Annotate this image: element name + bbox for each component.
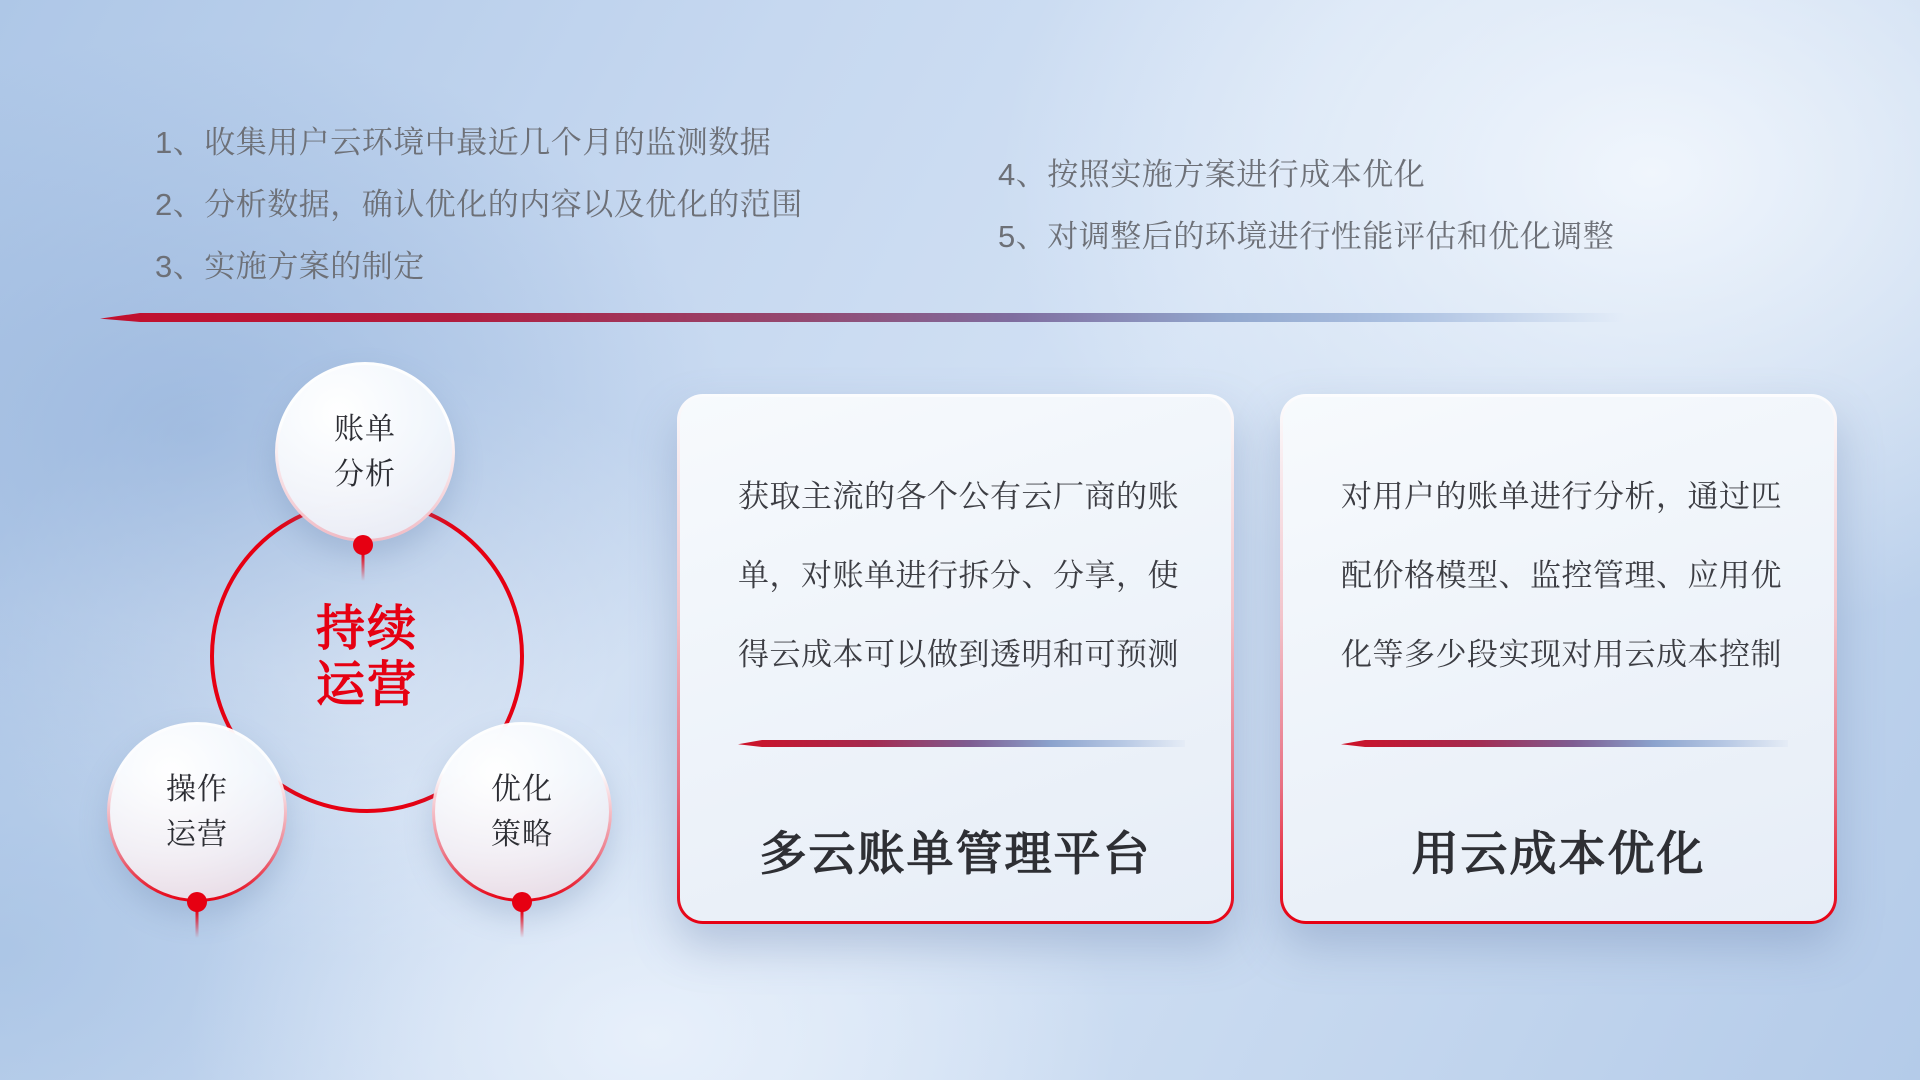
process-step-5: 5、对调整后的环境进行性能评估和优化调整 — [998, 219, 1615, 254]
cycle-node-label-line: 优化 — [491, 773, 553, 806]
card-surface — [1283, 397, 1834, 921]
cycle-center-label — [267, 601, 467, 713]
card-body-line: 获取主流的各个公有云厂商的账 — [738, 479, 1179, 514]
card-body-line: 配价格模型、监控管理、应用优 — [1341, 558, 1782, 593]
cycle-node-circle — [110, 725, 284, 899]
cycle-node-bill-analysis — [275, 362, 455, 542]
connector-dot — [512, 892, 532, 912]
cycle-node-strategy — [432, 722, 612, 902]
card-title: 多云账单管理平台 — [759, 827, 1152, 880]
card-body-line: 对用户的账单进行分析，通过匹 — [1341, 479, 1782, 514]
cycle-node-label — [166, 767, 228, 857]
cycle-node-label-line: 账单 — [334, 413, 396, 446]
cycle-node-label — [491, 767, 553, 857]
card-cloud-cost-optimization — [1280, 394, 1837, 924]
process-step-3: 3、实施方案的制定 — [155, 249, 425, 284]
card-body-line: 单，对账单进行拆分、分享，使 — [738, 558, 1179, 593]
card-multicloud-billing — [677, 394, 1234, 924]
card-divider — [738, 740, 1185, 747]
cycle-node-label — [334, 407, 396, 497]
cycle-node-label-line: 运营 — [166, 818, 228, 851]
card-title: 用云成本优化 — [1411, 827, 1706, 880]
cycle-node-label-line: 操作 — [166, 773, 228, 806]
cycle-node-circle — [278, 365, 452, 539]
cycle-node-operation — [107, 722, 287, 902]
process-step-2: 2、分析数据，确认优化的内容以及优化的范围 — [155, 187, 803, 222]
card-divider — [1341, 740, 1788, 747]
connector-dot — [353, 535, 373, 555]
process-step-4: 4、按照实施方案进行成本优化 — [998, 157, 1426, 192]
card-body — [738, 457, 1188, 694]
card-body-line: 得云成本可以做到透明和可预测 — [738, 637, 1179, 672]
cycle-node-label-line: 分析 — [334, 458, 396, 491]
cycle-center-line-2: 运营 — [315, 658, 418, 712]
cycle-node-label-line: 策略 — [491, 818, 553, 851]
cycle-center-line-1: 持续 — [315, 602, 418, 656]
card-surface — [680, 397, 1231, 921]
process-step-1: 1、收集用户云环境中最近几个月的监测数据 — [155, 125, 772, 160]
card-body — [1341, 457, 1791, 694]
card-body-line: 化等多少段实现对用云成本控制 — [1341, 637, 1782, 672]
connector-dot — [187, 892, 207, 912]
cycle-node-circle — [435, 725, 609, 899]
